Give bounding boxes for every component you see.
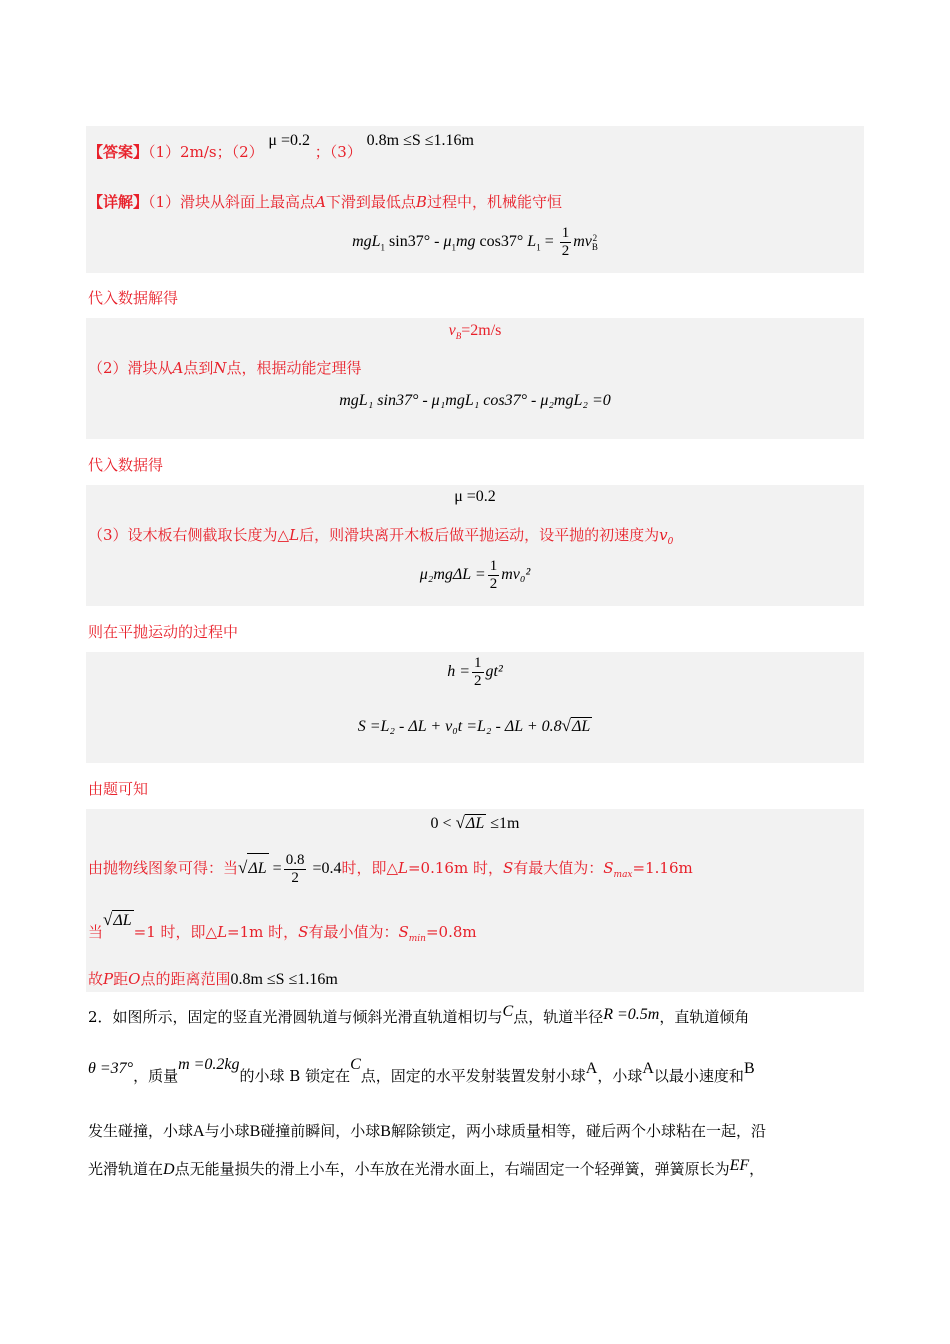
question2-line1: 2．如图所示，固定的竖直光滑圆轨道与倾斜光滑直轨道相切与C点，轨道半径R =0.5m，直轨道倾角: [88, 1003, 750, 1026]
detail-line: 【详解】（1）滑块从斜面上最高点A下滑到最低点B过程中，机械能守恒: [88, 193, 562, 211]
detail-label: 【详解】: [88, 193, 149, 211]
equation-height: h = $\frac{1}{2}$ gt²: [447, 655, 503, 689]
question2-line3: 发生碰撞，小球A与小球B碰撞前瞬间，小球B解除锁定，两小球质量相等，碰后两个小球粘在一起，沿: [88, 1122, 766, 1140]
substitute-label-2: 代入数据得: [88, 456, 164, 474]
min-line: 当√ΔL=1 时，即△L=1m 时，S有最小值为：$S_{min}=0.8m$: [88, 910, 477, 944]
part3-line: （3）设木板右侧截取长度为△L后，则滑块离开木板后做平抛运动，设平抛的初速度为$v_0$: [88, 526, 674, 547]
max-line: 由抛物线图象可得：当√ΔL = $\frac{0.8}{2}$ =0.4时，即△L=0.16m 时，S有最大值为：$S_{max}=1.16m$: [88, 852, 693, 886]
range-block: [86, 809, 864, 992]
part2-line: （2）滑块从A点到N点，根据动能定理得: [88, 359, 362, 377]
equation-work-energy: mgL₁ sin37° - μ₁mgL₁ cos37° - μ₂mgL₂ =0: [339, 392, 611, 409]
equation-friction: μ₂mgΔL = $\frac{1}{2}$ mv₀²: [419, 558, 531, 592]
from-problem-label: 由题可知: [88, 780, 149, 798]
question2-line4: 光滑轨道在D点无能量损失的滑上小车，小车放在光滑水面上，右端固定一个轻弹簧，弹簧原长为EF，: [88, 1157, 765, 1178]
mu-result: μ =0.2: [454, 488, 496, 505]
answer-range: 0.8m ≤S ≤1.16m: [366, 132, 474, 149]
projectile-label: 则在平抛运动的过程中: [88, 623, 239, 641]
answer-mu: μ =0.2: [268, 132, 311, 149]
question2-line2: θ =37°，质量m =0.2kg的小球 B 锁定在C点，固定的水平发射装置发射小球A，小球A以最小速度和B: [88, 1056, 755, 1085]
answer-label: 【答案】: [88, 143, 149, 161]
inequality: 0 < √ΔL ≤1m: [430, 813, 520, 832]
substitute-label-1: 代入数据解得: [88, 289, 179, 307]
equation-energy: mgL$_1$ $\sin 37^\circ - \mu_1mg$ cos37° $L_1$ = $\frac{1}{2}$ mv 2 B: [352, 225, 598, 259]
answer-line: 【答案】（1）2m/s；（2） μ =0.2 ；（3） 0.8m ≤S ≤1.16m: [88, 132, 474, 161]
equation-distance: S =L₂ - ΔL + v₀t =L₂ - ΔL + 0.8√ΔL: [357, 716, 591, 735]
vb-result: $v_B=2m/s$: [448, 322, 502, 342]
conclusion-line: 故P距O点的距离范围0.8m ≤S ≤1.16m: [88, 970, 338, 988]
